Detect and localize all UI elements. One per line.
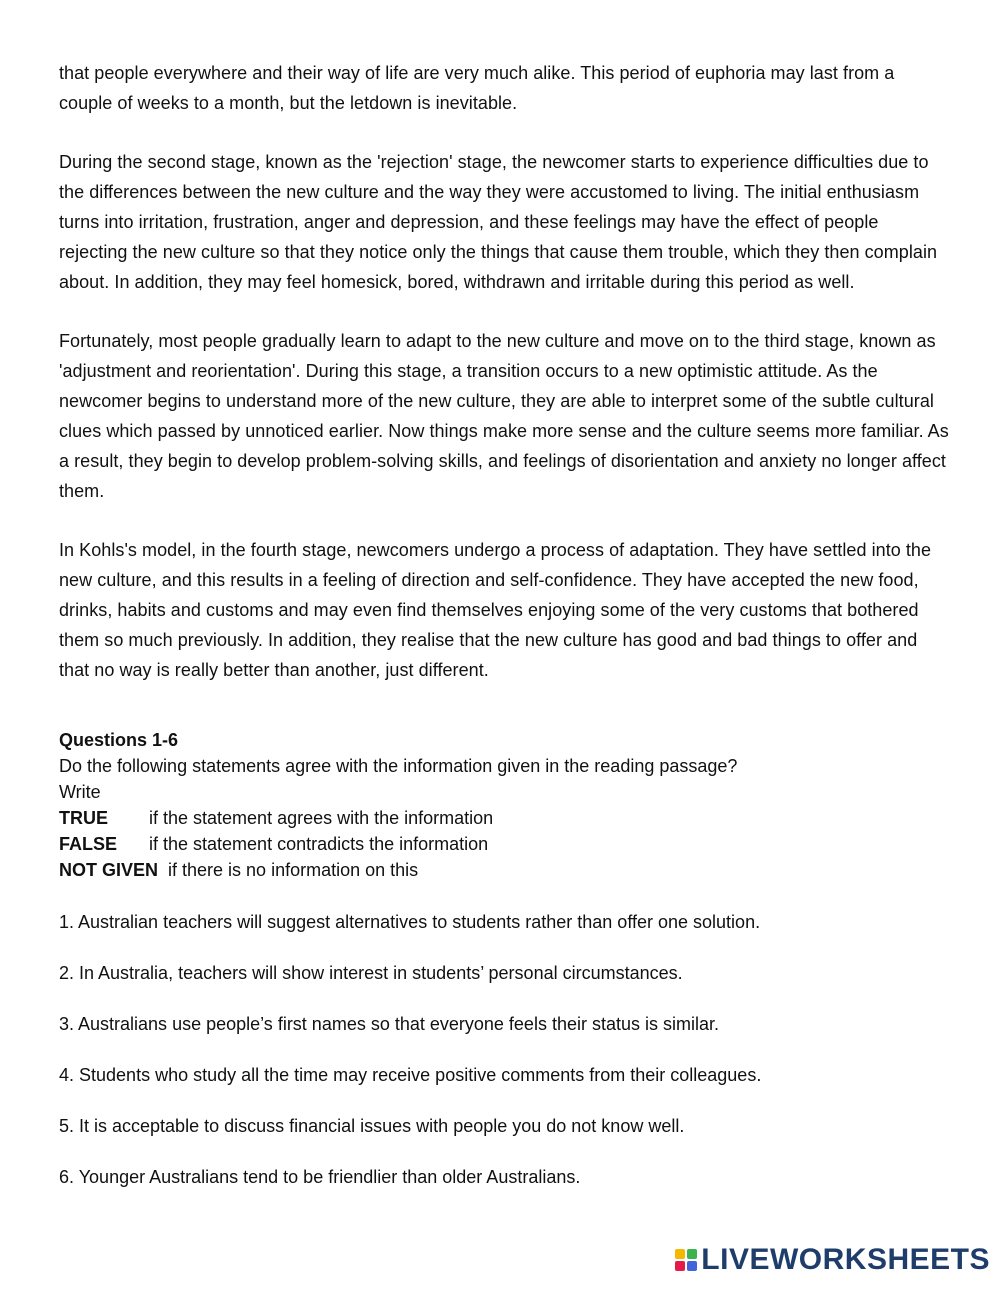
logo-square bbox=[687, 1249, 697, 1259]
reading-passage bbox=[59, 58, 949, 685]
question-item: 3. Australians use people’s first names so that everyone feels their status is similar. bbox=[59, 1014, 719, 1034]
passage-paragraph: During the second stage, known as the 'rejection' stage, the newcomer starts to experience difficulties due to the differences between the new culture and the way they were accustomed to living. The initial enthusiasm turns into irritation, frustration, anger and depression, and these feelings may have the effect of people rejecting the new culture so that they notice only the things that cause them trouble, which they then complain about. In addition, they may feel homesick, bored, withdrawn and irritable during this period as well. bbox=[59, 152, 938, 292]
answer-key-true bbox=[59, 805, 949, 831]
answer-key-false bbox=[59, 831, 949, 857]
question-item: 4. Students who study all the time may receive positive comments from their colleagues. bbox=[59, 1065, 762, 1085]
question-item: 1. Australian teachers will suggest alternatives to students rather than offer one solution. bbox=[59, 912, 761, 932]
question-list bbox=[59, 909, 949, 1190]
passage-paragraph: that people everywhere and their way of life are very much alike. This period of euphoria may last from a couple of weeks to a month, but the letdown is inevitable. bbox=[59, 63, 895, 113]
passage-paragraph: Fortunately, most people gradually learn to adapt to the new culture and move on to the third stage, known as 'adjustment and reorientation'. During this stage, a transition occurs to a new optimistic attitude. As the newcomer begins to understand more of the new culture, they are able to interpret some of the subtle cultural clues which passed by unnoticed earlier. Now things make more sense and the culture seems more familiar. As a result, they begin to develop problem-solving skills, and feelings of disorientation and anxiety no longer affect them. bbox=[59, 331, 949, 501]
questions-instruction: Do the following statements agree with the information given in the reading passage? bbox=[59, 756, 738, 776]
logo-square bbox=[675, 1249, 685, 1259]
write-label: Write bbox=[59, 782, 101, 802]
questions-heading: Questions 1-6 bbox=[59, 730, 179, 750]
question-item: 6. Younger Australians tend to be friendlier than older Australians. bbox=[59, 1167, 581, 1187]
logo-mark-icon bbox=[675, 1249, 697, 1271]
key-term: TRUE bbox=[59, 808, 108, 828]
logo-text: LIVEWORKSHEETS bbox=[701, 1243, 990, 1276]
key-meaning: if there is no information on this bbox=[168, 860, 419, 880]
logo-square bbox=[687, 1261, 697, 1271]
passage-paragraph: In Kohls's model, in the fourth stage, newcomers undergo a process of adaptation. They have settled into the new culture, and this results in a feeling of direction and self-confidence. They have accepted the new food, drinks, habits and customs and may even find themselves enjoying some of the very customs that bothered them so much previously. In addition, they realise that the new culture has good and bad things to offer and that no way is really better than another, just different. bbox=[59, 540, 932, 680]
question-item: 5. It is acceptable to discuss financial issues with people you do not know well. bbox=[59, 1116, 685, 1136]
key-meaning: if the statement agrees with the information bbox=[149, 808, 494, 828]
key-term: NOT GIVEN bbox=[59, 860, 159, 880]
question-item: 2. In Australia, teachers will show interest in students’ personal circumstances. bbox=[59, 963, 683, 983]
logo-square bbox=[675, 1261, 685, 1271]
answer-key-not-given bbox=[59, 857, 949, 883]
questions-section bbox=[59, 727, 949, 1190]
worksheet-page bbox=[59, 58, 949, 1215]
liveworksheets-logo bbox=[675, 1243, 990, 1277]
key-term: FALSE bbox=[59, 834, 118, 854]
key-meaning: if the statement contradicts the information bbox=[149, 834, 489, 854]
